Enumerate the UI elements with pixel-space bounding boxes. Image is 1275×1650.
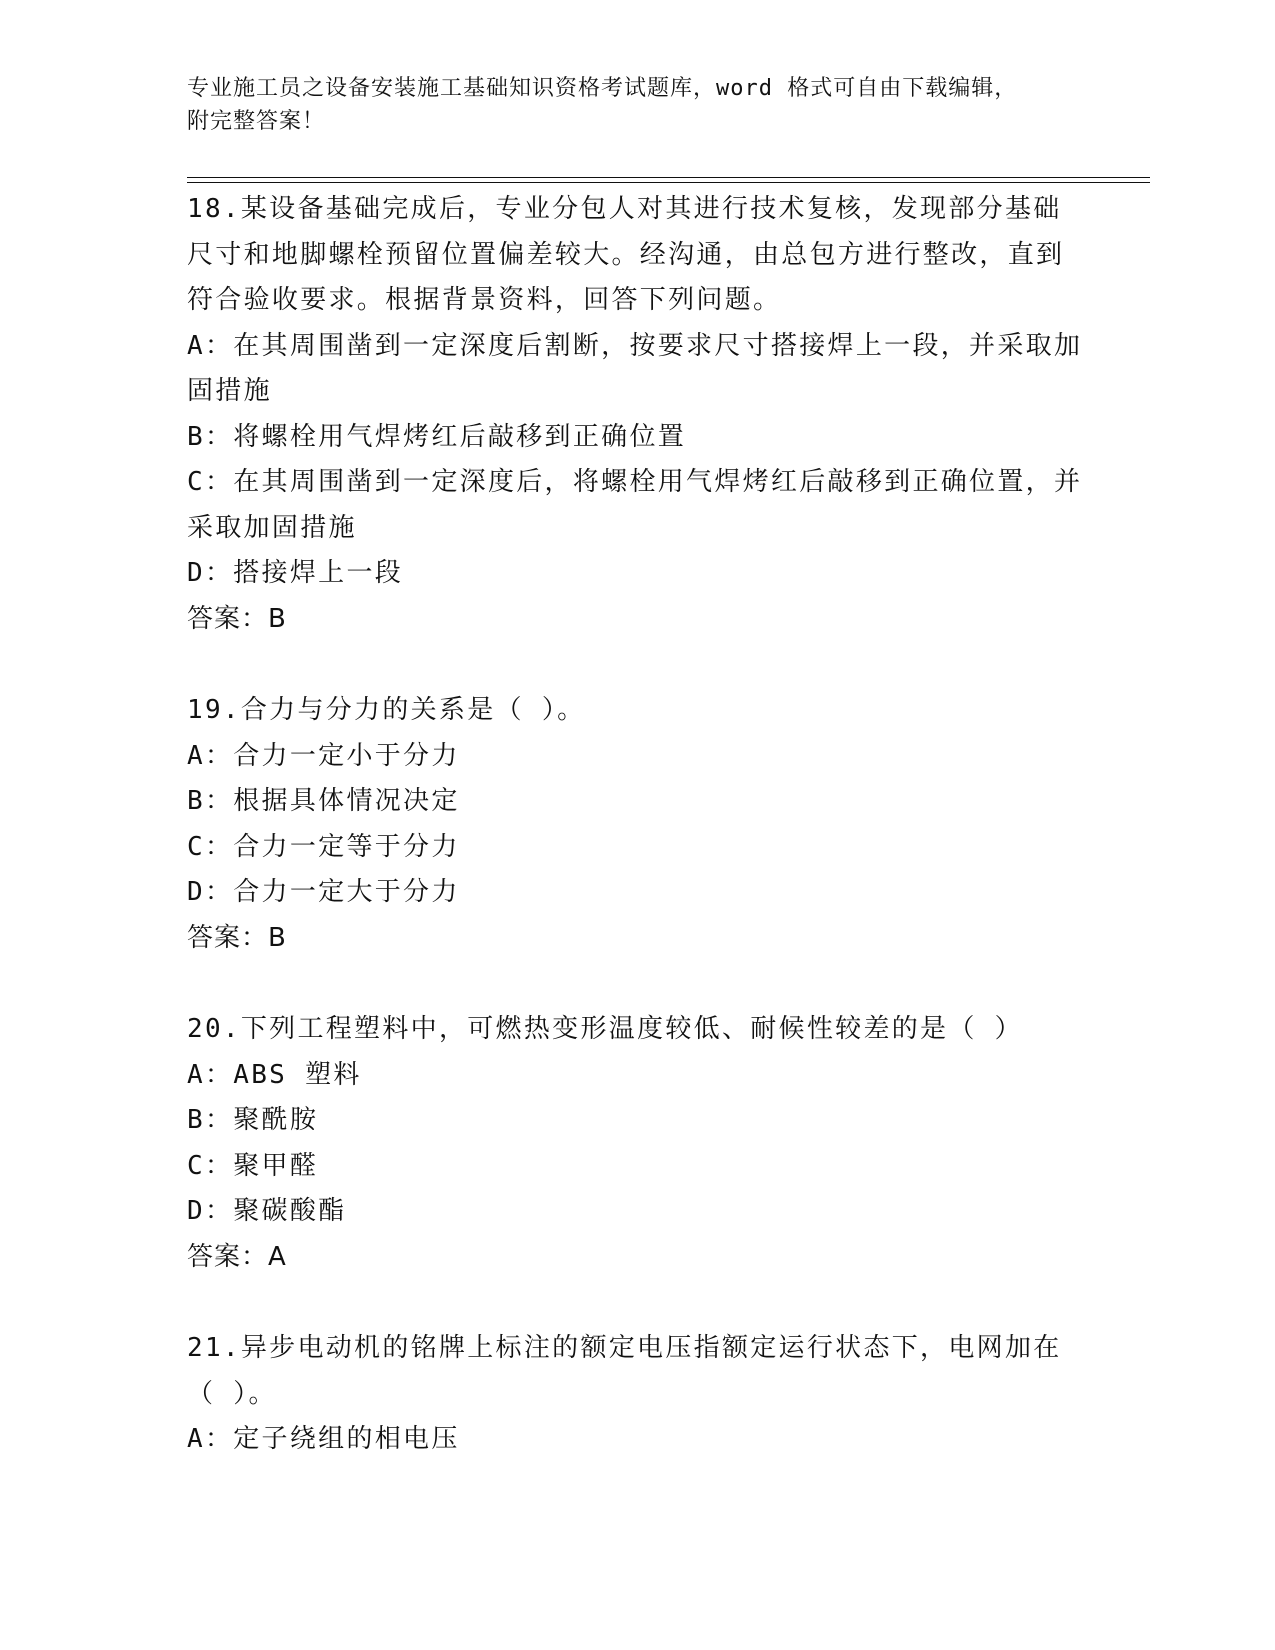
answer-label: 答案：B [187, 603, 287, 634]
option-a: A：在其周围凿到一定深度后割断，按要求尺寸搭接焊上一段，并采取加固措施 [187, 330, 1083, 406]
option-c: C：在其周围凿到一定深度后，将螺栓用气焊烤红后敲移到正确位置，并采取加固措施 [187, 467, 1083, 543]
option-d: D：搭接焊上一段 [187, 558, 404, 588]
option-d: D：聚碳酸酯 [187, 1196, 347, 1226]
question-18 [187, 187, 1087, 642]
option-d: D：合力一定大于分力 [187, 877, 460, 907]
answer-label: 答案：A [187, 1241, 287, 1272]
option-b: B：将螺栓用气焊烤红后敲移到正确位置 [187, 421, 687, 452]
question-19 [187, 688, 1087, 961]
question-text: 19.合力与分力的关系是（ ）。 [187, 695, 586, 725]
question-text: 20.下列工程塑料中，可燃热变形温度较低、耐候性较差的是（ ） [187, 1014, 1023, 1044]
header-line-1: 专业施工员之设备安装施工基础知识资格考试题库，word 格式可自由下载编辑， [187, 76, 1018, 101]
header-divider-top [187, 177, 1150, 178]
option-a: A：ABS 塑料 [187, 1059, 362, 1090]
question-text: 21.异步电动机的铭牌上标注的额定电压指额定运行状态下，电网加在（ ）。 [187, 1333, 1062, 1409]
question-21 [187, 1326, 1087, 1463]
option-a: A：合力一定小于分力 [187, 740, 460, 771]
answer-label: 答案：B [187, 922, 287, 953]
option-b: B：根据具体情况决定 [187, 786, 460, 816]
header-line-2: 附完整答案！ [187, 109, 326, 134]
question-text: 18.某设备基础完成后，专业分包人对其进行技术复核，发现部分基础尺寸和地脚螺栓预留位置偏差较大。经沟通，由总包方进行整改，直到符合验收要求。根据背景资料，回答下列问题。 [187, 194, 1065, 315]
question-20 [187, 1007, 1087, 1280]
header-divider-bottom [187, 182, 1150, 183]
document-header [187, 72, 1067, 138]
option-c: C：合力一定等于分力 [187, 831, 460, 862]
question-list [187, 187, 1087, 1463]
option-a: A：定子绕组的相电压 [187, 1424, 460, 1454]
option-b: B：聚酰胺 [187, 1105, 319, 1135]
option-c: C：聚甲醛 [187, 1150, 319, 1181]
